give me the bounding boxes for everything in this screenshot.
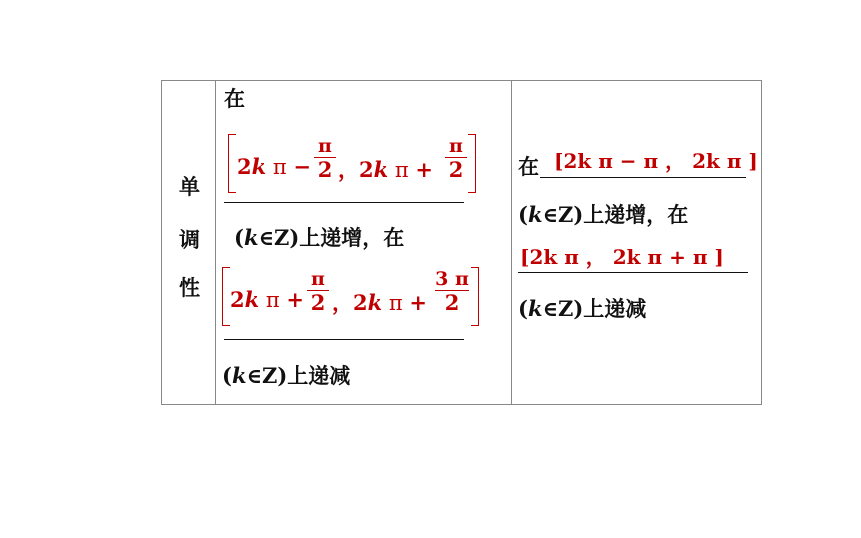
right-prefix-zai: 在 xyxy=(518,154,539,179)
header-char-1: 单 xyxy=(179,174,200,199)
column-divider-2 xyxy=(511,81,512,404)
interval2-term-1: 2k π + xyxy=(230,287,304,312)
left-prefix-zai: 在 xyxy=(224,86,245,111)
properties-table xyxy=(161,80,762,405)
right-bracket-2 xyxy=(471,267,479,326)
left-bracket xyxy=(228,134,236,193)
interval-term-1: 2k π − xyxy=(237,154,311,179)
header-char-2: 调 xyxy=(179,227,200,252)
fraction-pi-over-2-c: π 2 xyxy=(307,269,329,314)
increasing-condition: (k∈Z)上递增，在 xyxy=(234,225,405,250)
fraction-pi-over-2: π 2 xyxy=(314,136,336,181)
decreasing-condition: (k∈Z)上递减 xyxy=(222,363,351,388)
right-decreasing-condition: (k∈Z)上递减 xyxy=(518,296,647,321)
right-blank-underline-1 xyxy=(540,177,746,178)
column-divider-1 xyxy=(215,81,216,404)
right-blank-underline-2 xyxy=(518,272,748,273)
blank-underline-1 xyxy=(224,202,464,203)
left-bracket-2 xyxy=(222,267,230,326)
interval2-term-2: ，2k π + xyxy=(332,290,427,315)
header-char-3: 性 xyxy=(179,275,200,300)
blank-underline-2 xyxy=(224,339,464,340)
fraction-pi-over-2-b: π 2 xyxy=(445,136,467,181)
right-bracket xyxy=(468,134,476,193)
right-decreasing-interval: [2k π ， 2k π + π ] xyxy=(520,245,724,269)
interval-term-2: ，2k π + xyxy=(338,157,433,182)
row-header-monotonicity xyxy=(162,81,215,404)
right-increasing-interval: [2k π − π ， 2k π ] xyxy=(554,149,758,173)
fraction-3pi-over-2: 3 π 2 xyxy=(435,268,469,315)
right-increasing-condition: (k∈Z)上递增，在 xyxy=(518,202,689,227)
